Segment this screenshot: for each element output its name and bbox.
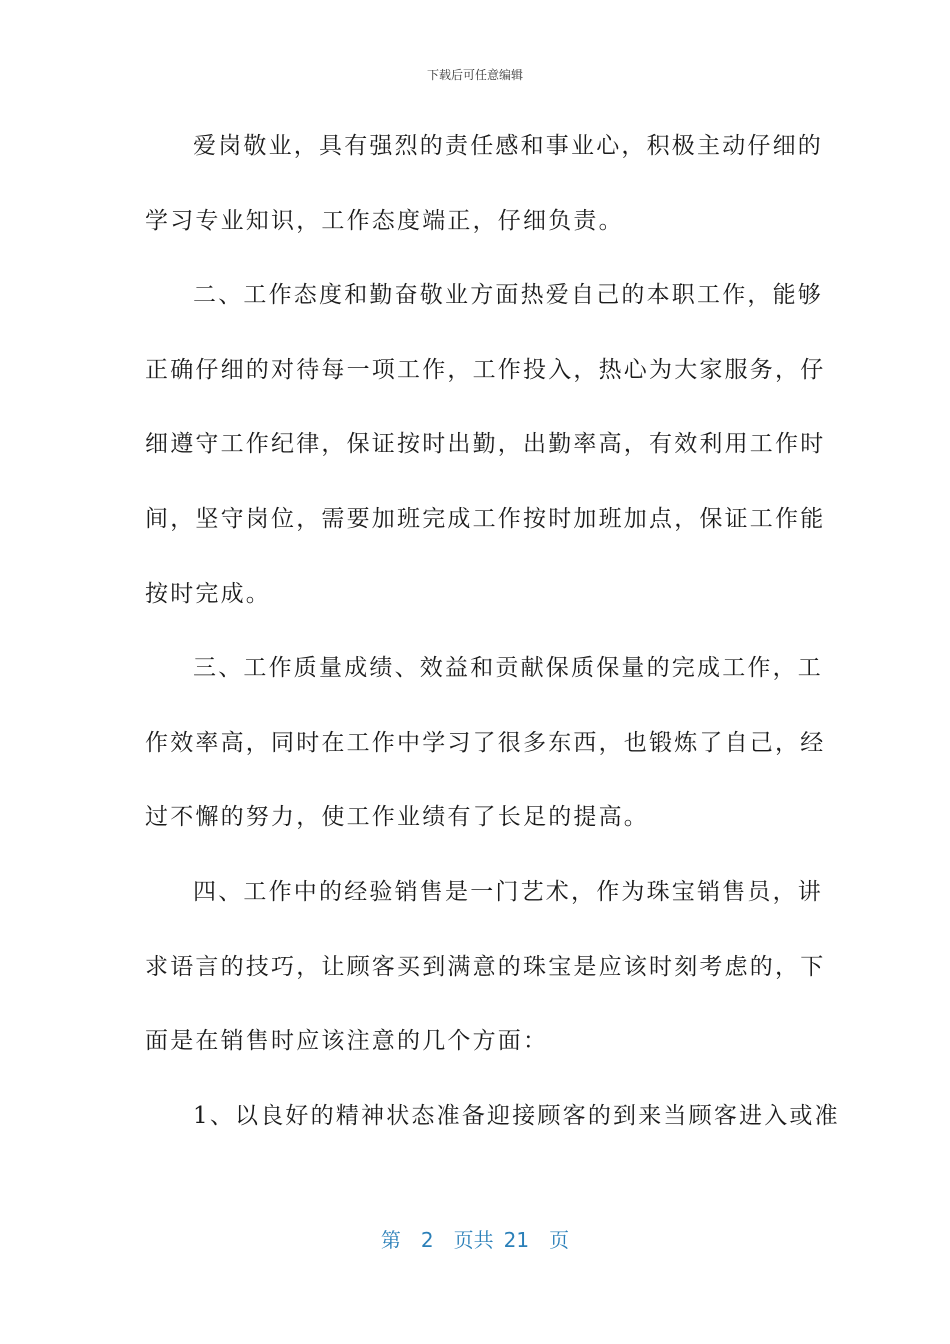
text-line: 正确仔细的对待每一项工作，工作投入，热心为大家服务，仔 — [145, 356, 826, 383]
footer-suffix: 页 — [549, 1228, 570, 1252]
text-line: 细遵守工作纪律，保证按时出勤，出勤率高，有效利用工作时 — [145, 431, 826, 458]
text-line: 1、以良好的精神状态准备迎接顾客的到来当顾客进入或准 — [193, 1102, 840, 1129]
text-line: 按时完成。 — [145, 580, 271, 607]
footer-page-number: 2 — [420, 1228, 434, 1252]
text-line: 爱岗敬业，具有强烈的责任感和事业心，积极主动仔细的 — [193, 133, 823, 159]
footer-total-pages: 21 — [503, 1228, 530, 1252]
text-line: 作效率高，同时在工作中学习了很多东西，也锻炼了自己，经 — [145, 729, 826, 756]
text-line: 间，坚守岗位，需要加班完成工作按时加班加点，保证工作能 — [145, 505, 826, 532]
document-body — [145, 126, 840, 1170]
text-line: 面是在销售时应该注意的几个方面： — [145, 1028, 549, 1055]
footer-middle: 页共 — [453, 1228, 494, 1252]
footer-prefix: 第 — [380, 1228, 401, 1252]
text-line: 三、工作质量成绩、效益和贡献保质保量的完成工作，工 — [193, 655, 823, 682]
page-header: 下载后可任意编辑 — [426, 68, 523, 82]
page-footer — [0, 1224, 950, 1253]
text-line: 求语言的技巧，让顾客买到满意的珠宝是应该时刻考虑的，下 — [145, 953, 826, 980]
text-line: 过不懈的努力，使工作业绩有了长足的提高。 — [145, 804, 649, 831]
text-line: 学习专业知识，工作态度端正，仔细负责。 — [145, 207, 624, 234]
text-line: 四、工作中的经验销售是一门艺术，作为珠宝销售员，讲 — [193, 878, 823, 905]
text-line: 二、工作态度和勤奋敬业方面热爱自己的本职工作，能够 — [193, 282, 823, 309]
